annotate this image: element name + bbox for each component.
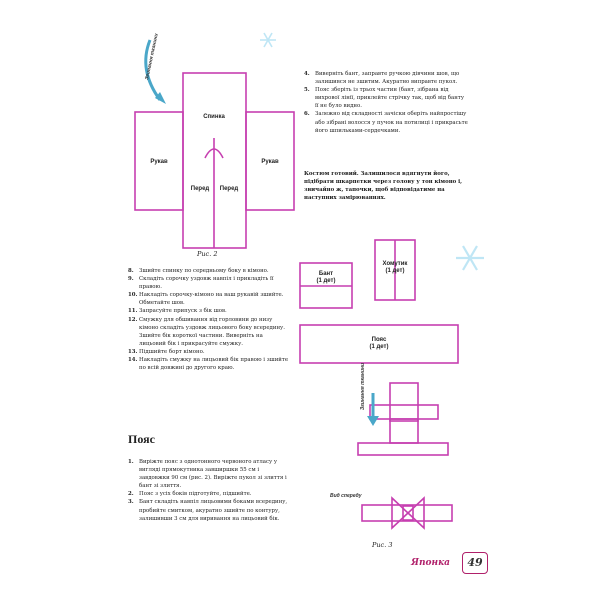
right-paragraph: Костюм готовий. Залишилося вдягнути його, підібрати шкарпетки через голову у тон кімоно і, звичайно ж, тапочки, щоб відповідатиме на наступних замірюваннях. (304, 171, 463, 201)
step-number: 2. (128, 491, 134, 498)
step-text: Залежно від складності зачіски оберіть найпростішу або зібрані волосся у пучок на потилиці і прикрасьте його шпильками-сердечками. (315, 111, 468, 134)
step-number: 1. (128, 459, 134, 465)
list-item (304, 70, 469, 86)
list-item (128, 356, 290, 372)
figure-2-caption: Рис. 2 (197, 250, 218, 258)
sleeve-left-label: Рукав (150, 159, 168, 165)
list-item (304, 86, 469, 110)
bow-label: Бант (1 дет) (316, 271, 336, 284)
step-number: 14. (128, 357, 138, 364)
step-number: 11. (128, 308, 138, 315)
fig2-arrow-label: Згинання тканини (144, 33, 160, 81)
page-number: 49 (462, 552, 488, 574)
step-text: Складіть сорочку уздовж навпіл і прикладіть її правою. (139, 276, 274, 291)
step-number: 5. (304, 87, 310, 94)
step-number: 3. (128, 499, 134, 506)
list-item (304, 110, 469, 134)
step-text: Виверніть бант, заправте ручкою дівчини шов, що залишився не зшитим. Акуратно виправте пукол. (315, 71, 460, 86)
sleeve-right-label: Рукав (261, 159, 279, 165)
fold-arrow-icon (367, 393, 379, 426)
list-item (128, 316, 290, 348)
step-number: 13. (128, 348, 138, 355)
step-number: 10. (128, 292, 138, 299)
snowflake-icon (456, 246, 484, 270)
figure-3-caption: Рис. 3 (372, 541, 393, 549)
fig3-arrow-label: Згинання тканини (360, 362, 366, 410)
list-item (128, 490, 290, 498)
list-item (128, 458, 290, 490)
step-text: Бант складіть навпіл лицьовими боками всередину, пробийте смитком, акуратно зшийте по контуру, залишивши 3 см для виривання на лицьовий бік. (139, 499, 288, 522)
step-text: Пояс зберіть із трьох частин (бант, зібрана від вихрової лінії, приклейте стрічку так, щоб від банту її не було видно. (315, 87, 464, 110)
step-text: Підшийте борт кімоно. (139, 348, 205, 355)
step-text: Смужку для обшивання від горловини до низу кімоно складіть уздовж лицьового боку всередину. Зшийте бік короткої частини. Виверніть на лицьовий бік і прикрасуйте смужку. (139, 316, 285, 347)
left-steps-list (128, 267, 290, 372)
step-text: Пояс з усіх боків підготуйте, підшийте. (139, 491, 252, 498)
list-item (128, 348, 290, 356)
belt-heading: Пояс (128, 432, 155, 446)
right-steps-list (304, 70, 469, 135)
step-number: 12. (128, 316, 138, 323)
back-label: Спинка (203, 114, 225, 120)
list-item (128, 267, 290, 275)
list-item (128, 307, 290, 315)
strap-label: Хомутик (1 дет) (382, 261, 408, 274)
list-item (128, 498, 290, 522)
belt-label: Пояс (1 дет) (369, 337, 389, 350)
front-right-label: Перед (219, 186, 239, 192)
step-number: 6. (304, 111, 310, 118)
step-text: Запрасуйте припуск з бік шов. (139, 308, 227, 315)
step-text: Зшийте спинку по середньому боку в кімоно. (139, 268, 269, 274)
step-number: 4. (304, 71, 310, 77)
step-text: Накладіть сорочку-кімоно на ваш рукавій зшийте. Обметайте шов. (139, 292, 284, 307)
front-left-label: Перед (190, 186, 210, 192)
section-tag: Японка (411, 558, 450, 568)
snowflake-icon (260, 33, 276, 47)
step-text: Виріжте пояс з однотонного червоного атласу у вигляді прямокутника завширшки 55 см і завдовжки 90 см (рис. 2). Виріжте пукол зі злиття і бант зі злиття. (139, 459, 287, 490)
step-number: 8. (128, 268, 134, 274)
step-number: 9. (128, 276, 134, 283)
front-view-label: Вид спереду (330, 493, 362, 499)
belt-steps-list (128, 458, 290, 523)
step-text: Накладіть смужку на лицьовий бік правою і зшийте по всій довжині до другого краю. (139, 357, 289, 372)
list-item (128, 291, 290, 307)
list-item (128, 275, 290, 291)
